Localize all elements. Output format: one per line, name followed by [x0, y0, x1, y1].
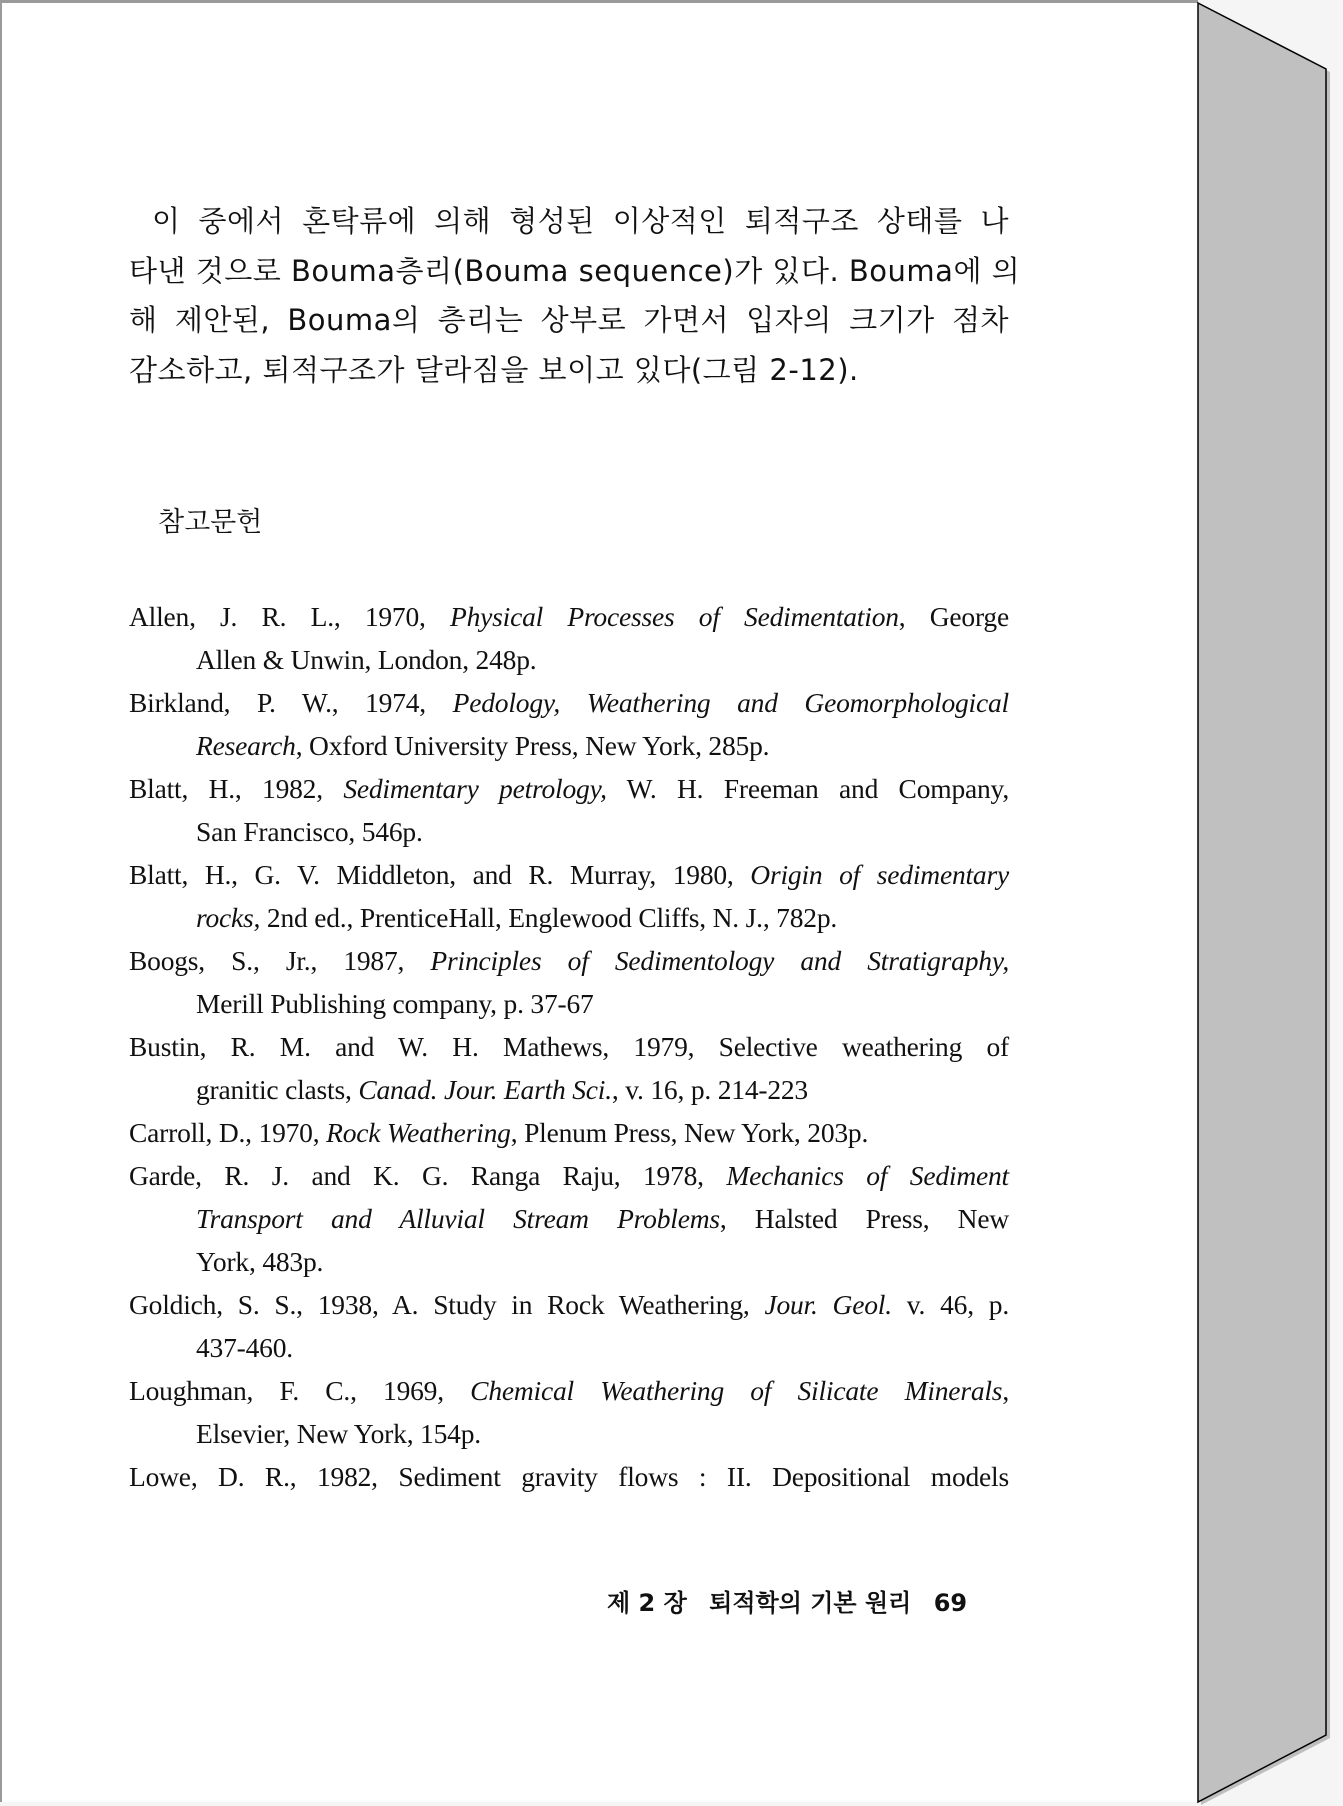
reference-line: [129, 1111, 1009, 1154]
reference-text: , Plenum Press, New York, 203p.: [510, 1117, 869, 1148]
reference-text: Allen & Unwin, London, 248p.: [196, 644, 537, 675]
reference-text: , Halsted Press, New: [719, 1203, 1009, 1234]
reference-line: [129, 1326, 1009, 1369]
reference-title: Canad. Jour. Earth Sci.: [358, 1074, 612, 1105]
reference-text: Garde, R. J. and K. G. Ranga Raju, 1978,: [129, 1160, 727, 1191]
reference-text: Merill Publishing company, p. 37-67: [196, 988, 594, 1019]
reference-text: , v. 16, p. 214-223: [611, 1074, 808, 1105]
reference-title: rocks,: [196, 902, 261, 933]
reference-line: [129, 896, 1009, 939]
reference-line: [129, 939, 1009, 982]
reference-text: granitic clasts,: [196, 1074, 359, 1105]
reference-item: [129, 767, 1009, 853]
reference-item: [129, 853, 1009, 939]
reference-line: [129, 1412, 1009, 1455]
reference-text: Boogs, S., Jr., 1987,: [129, 945, 431, 976]
reference-line: [129, 1240, 1009, 1283]
reference-title: Research: [196, 730, 296, 761]
reference-line: [129, 1025, 1009, 1068]
references-heading: 참고문헌: [158, 507, 263, 538]
reference-text: Birkland, P. W., 1974,: [129, 687, 453, 718]
reference-title: Jour. Geol.: [764, 1289, 892, 1320]
reference-line: [129, 638, 1009, 681]
reference-line: [129, 681, 1009, 724]
reference-title: Mechanics of Sediment: [726, 1160, 1009, 1191]
reference-title: Physical Processes of Sedimentation: [449, 601, 899, 632]
reference-item: [129, 1025, 1009, 1111]
reference-line: [129, 853, 1009, 896]
reference-line: [129, 1197, 1009, 1240]
reference-title: Rock Weathering: [326, 1117, 511, 1148]
reference-title: Principles of Sedimentology and Stratigraphy,: [430, 945, 1009, 976]
reference-text: Elsevier, New York, 154p.: [196, 1418, 481, 1449]
page-footer: [607, 1583, 981, 1618]
reference-line: [129, 595, 1009, 638]
reference-text: Bustin, R. M. and W. H. Mathews, 1979, Selective weathering of: [129, 1031, 1009, 1062]
reference-item: [129, 681, 1009, 767]
reference-title: Chemical Weathering of Silicate Minerals: [470, 1375, 1003, 1406]
reference-text: W. H. Freeman and Company,: [606, 773, 1009, 804]
reference-line: [129, 1068, 1009, 1111]
reference-line: [129, 1283, 1009, 1326]
reference-line: [129, 1455, 1009, 1498]
reference-item: [129, 1455, 1009, 1498]
reference-item: [129, 1283, 1009, 1369]
reference-line: [129, 810, 1009, 853]
reference-line: [129, 724, 1009, 767]
chapter-label: 제 2 장: [607, 1589, 687, 1617]
reference-text: San Francisco, 546p.: [196, 816, 423, 847]
reference-title: Origin of sedimentary: [750, 859, 1009, 890]
paragraph-line: 감소하고, 퇴적구조가 달라짐을 보이고 있다(그림 2-12).: [129, 352, 859, 387]
reference-title: Transport and Alluvial Stream Problems: [196, 1203, 720, 1234]
book-side-shadow: [1201, 5, 1330, 1805]
reference-text: , Oxford University Press, New York, 285p.: [295, 730, 770, 761]
reference-line: [129, 1154, 1009, 1197]
paragraph-line: 해 제안된, Bouma의 층리는 상부로 가면서 입자의 크기가 점차: [129, 303, 1009, 337]
reference-text: Lowe, D. R., 1982, Sediment gravity flows : II. Depositional models: [129, 1461, 1009, 1492]
reference-text: ,: [1002, 1375, 1009, 1406]
reference-text: Allen, J. R. L., 1970,: [129, 601, 450, 632]
reference-text: York, 483p.: [196, 1246, 324, 1277]
body-paragraph: [129, 197, 1021, 395]
reference-item: [129, 1111, 1009, 1154]
reference-text: , George: [898, 601, 1009, 632]
reference-text: Blatt, H., G. V. Middleton, and R. Murray, 1980,: [129, 859, 751, 890]
reference-line: [129, 982, 1009, 1025]
paragraph-line: 이 중에서 혼탁류에 의해 형성된 이상적인 퇴적구조 상태를 나: [152, 204, 1009, 238]
reference-item: [129, 595, 1009, 681]
paragraph-line: 타낸 것으로 Bouma층리(Bouma sequence)가 있다. Bouma에 의: [129, 253, 1021, 288]
reference-line: [129, 1369, 1009, 1412]
reference-text: Blatt, H., 1982,: [129, 773, 344, 804]
reference-text: Carroll, D., 1970,: [129, 1117, 327, 1148]
reference-text: v. 46, p.: [891, 1289, 1010, 1320]
reference-item: [129, 1154, 1009, 1283]
reference-text: Goldich, S. S., 1938, A. Study in Rock Weathering,: [129, 1289, 765, 1320]
reference-text: Loughman, F. C., 1969,: [129, 1375, 471, 1406]
reference-text: 2nd ed., PrenticeHall, Englewood Cliffs, N. J., 782p.: [260, 902, 838, 933]
reference-title: Sedimentary petrology,: [343, 773, 607, 804]
reference-title: Pedology, Weathering and Geomorphological: [452, 687, 1009, 718]
reference-item: [129, 1369, 1009, 1455]
reference-line: [129, 767, 1009, 810]
reference-item: [129, 939, 1009, 1025]
page-number: 69: [933, 1589, 968, 1617]
chapter-title: 퇴적학의 기본 원리: [709, 1589, 912, 1617]
reference-text: 437-460.: [196, 1332, 293, 1363]
book-side: [1198, 3, 1326, 1802]
references-list: [129, 595, 1009, 1498]
